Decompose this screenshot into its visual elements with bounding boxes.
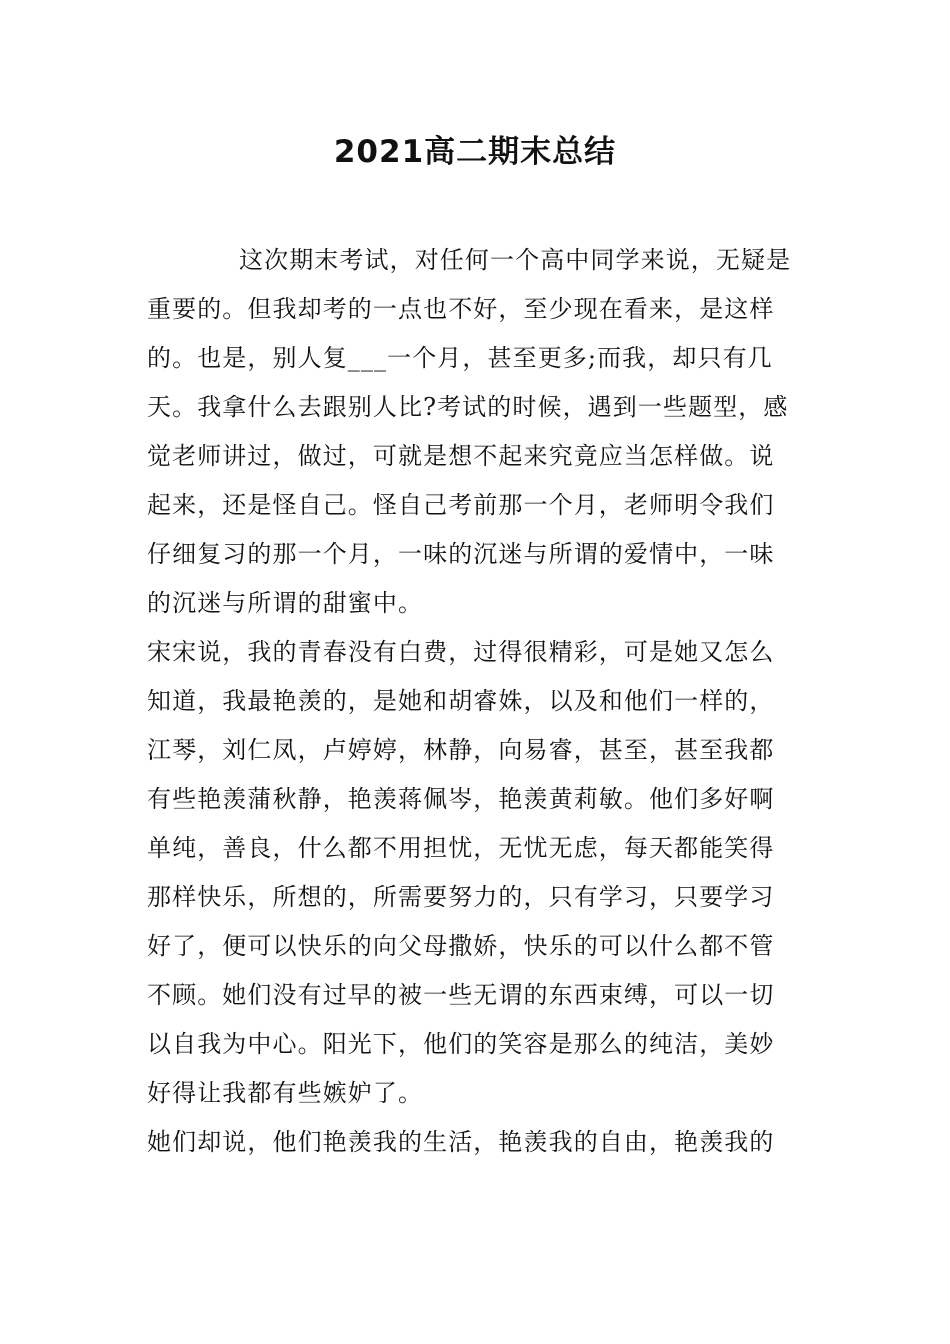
paragraph-line: 重要的。但我却考的一点也不好，至少现在看来，是这样: [147, 295, 775, 323]
paragraph-line: 好了，便可以快乐的向父母撒娇，快乐的可以什么都不管: [147, 932, 775, 960]
document-body: [147, 236, 810, 1167]
paragraph-line: 好得让我都有些嫉妒了。: [147, 1079, 424, 1107]
paragraph-line: 以自我为中心。阳光下，他们的笑容是那么的纯洁，美妙: [147, 1030, 775, 1058]
paragraph-line: 的。也是，别人复___一个月，甚至更多;而我，却只有几: [147, 344, 773, 372]
paragraph-line: 仔细复习的那一个月，一味的沉迷与所谓的爱情中，一味: [147, 540, 775, 568]
paragraph-line: 江琴，刘仁凤，卢婷婷，林静，向易睿，甚至，甚至我都: [147, 736, 775, 764]
paragraph-line: 有些艳羡蒲秋静，艳羡蒋佩岑，艳羡黄莉敏。他们多好啊: [147, 785, 775, 813]
paragraph-line: 觉老师讲过，做过，可就是想不起来究竟应当怎样做。说: [147, 442, 775, 470]
paragraph-line: 的沉迷与所谓的甜蜜中。: [147, 589, 424, 617]
paragraph-line: 这次期末考试，对任何一个高中同学来说，无疑是: [239, 246, 792, 274]
paragraph-line: 不顾。她们没有过早的被一些无谓的东西束缚，可以一切: [147, 981, 775, 1009]
paragraph-line: 知道，我最艳羡的，是她和胡睿姝，以及和他们一样的，: [147, 687, 775, 715]
document-title: 2021高二期末总结: [333, 134, 617, 170]
paragraph-line: 那样快乐，所想的，所需要努力的，只有学习，只要学习: [147, 883, 775, 911]
paragraph-line: 天。我拿什么去跟别人比?考试的时候，遇到一些题型，感: [147, 393, 789, 421]
paragraph-line: 她们却说，他们艳羡我的生活，艳羡我的自由，艳羡我的: [147, 1128, 775, 1156]
paragraph-line: 单纯，善良，什么都不用担忧，无忧无虑，每天都能笑得: [147, 834, 775, 862]
paragraph-line: 起来，还是怪自己。怪自己考前那一个月，老师明令我们: [147, 491, 775, 519]
paragraph-line: 宋宋说，我的青春没有白费，过得很精彩，可是她又怎么: [147, 638, 775, 666]
